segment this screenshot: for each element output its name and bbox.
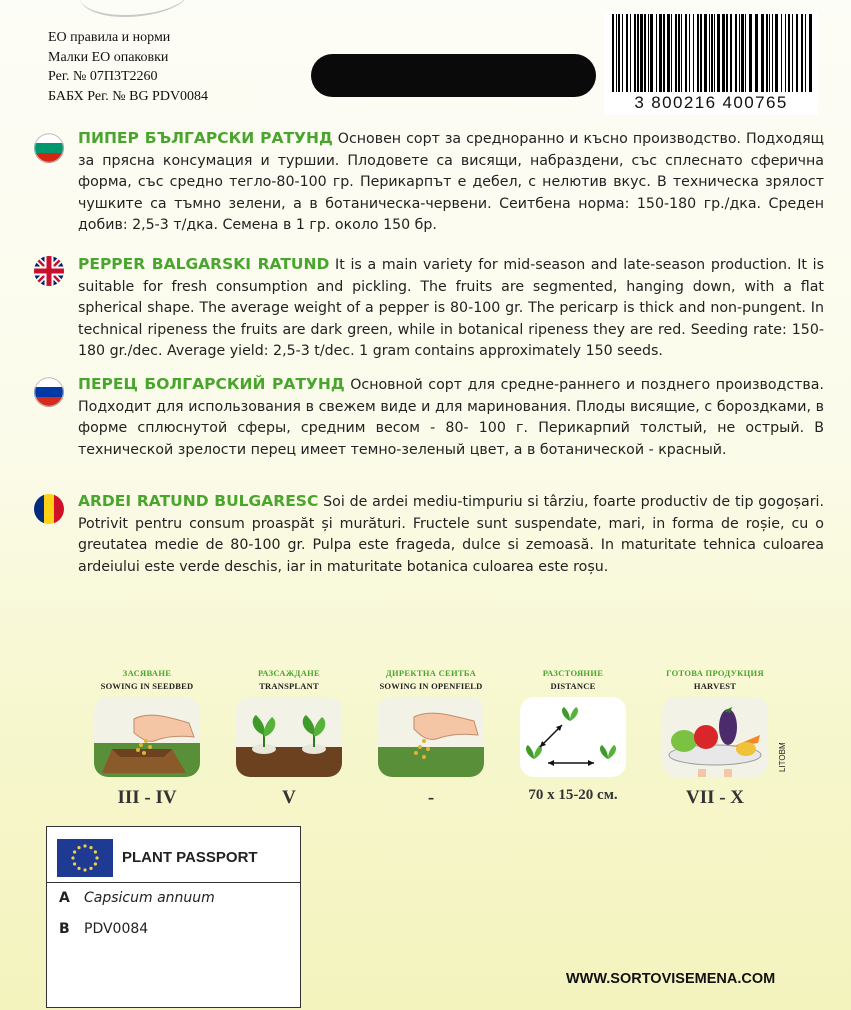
distance-icon	[520, 697, 626, 777]
barcode-bar	[792, 14, 793, 92]
step-period: III - IV	[117, 787, 177, 808]
barcode-bar	[711, 14, 713, 92]
description-body: Основной сорт для средне-раннего и позднего производства. Подходит для использования в свежем виде и для маринования. Плоды висящие, с бороздками, в форме сплюснутой сферы, средним весом - 80- 100 г. Перикарпий толстый, не острый. В технической зрелости перец имеет темно-зеленый цвет, а в ботанической - красный.	[78, 377, 824, 458]
description-ru	[34, 374, 824, 461]
registration-line: БАБХ Рег. № BG PDV0084	[48, 88, 209, 104]
description-ro	[34, 491, 824, 578]
barcode-bar	[801, 14, 803, 92]
barcode-bar	[749, 14, 752, 92]
barcode-bar	[644, 14, 646, 92]
barcode-bar	[678, 14, 680, 92]
registration-line: ЕО правила и норми	[48, 30, 171, 45]
description-bg	[34, 128, 824, 237]
passport-row-a	[59, 890, 215, 906]
barcode-bar	[630, 14, 631, 92]
barcode-bar	[685, 14, 687, 92]
barcode-bar	[809, 14, 812, 92]
barcode-bar	[781, 14, 782, 92]
description-title: ARDEI RATUND BULGARESC	[78, 492, 319, 510]
sowing-seedbed-icon	[94, 697, 200, 777]
barcode-bar	[681, 14, 682, 92]
barcode-bar	[675, 14, 677, 92]
barcode-bars	[604, 12, 818, 94]
barcode-bar	[689, 14, 690, 92]
step-label-bg: ДИРЕКТНА СЕИТБА	[385, 668, 477, 678]
barcode-bar	[704, 14, 707, 92]
barcode-bar	[659, 14, 662, 92]
passport-divider	[47, 882, 300, 883]
barcode-bar	[805, 14, 806, 92]
step-label-bg: ЗАСЯВАНЕ	[122, 668, 172, 678]
barcode-bar	[796, 14, 798, 92]
barcode-bar	[788, 14, 790, 92]
registration-line: Рег. № 07П3Т2260	[48, 69, 158, 84]
step-label-bg: РАЗСТОЯНИЕ	[542, 668, 604, 678]
sowing-openfield-icon	[378, 697, 484, 777]
step-label-en: TRANSPLANT	[259, 681, 319, 691]
barcode-bar	[700, 14, 702, 92]
barcode-bar	[612, 14, 614, 92]
step-label-en: SOWING IN SEEDBED	[100, 681, 194, 691]
registration-code: PDV0084	[84, 921, 149, 937]
barcode-bar	[618, 14, 620, 92]
step-label-bg: ГОТОВА ПРОДУКЦИЯ	[666, 668, 764, 678]
cultivation-step	[82, 668, 212, 809]
description-title: ПЕРЕЦ БОЛГАРСКИЙ РАТУНД	[78, 375, 345, 393]
barcode-bar	[766, 14, 768, 92]
barcode-bar	[769, 14, 770, 92]
step-label-en: DISTANCE	[550, 681, 596, 691]
cultivation-step	[650, 668, 780, 809]
barcode-bar	[722, 14, 725, 92]
barcode-bar	[726, 14, 728, 92]
barcode-bar	[775, 14, 778, 92]
barcode-bar	[693, 14, 694, 92]
barcode-bar	[622, 14, 623, 92]
barcode-bar	[714, 14, 715, 92]
bulgaria-flag-icon	[34, 133, 64, 163]
passport-row-b	[59, 921, 148, 937]
barcode-bar	[626, 14, 628, 92]
decorative-swoosh	[80, 0, 190, 17]
barcode-bar	[772, 14, 773, 92]
barcode-bar	[648, 14, 649, 92]
barcode-bar	[761, 14, 764, 92]
description-body: Soi de ardei mediu-timpuriu si târziu, foarte productiv de tip gogoșari. Potrivit pentru consum proaspăt și murături. Fructele sunt suspendate, mari, in forma de roșie, cu o greutatea medie de 80-100 gr. Pulpa este frageda, dulce si zemoasă. In maturitate tehnica culoarea ardeiului este verde deschis, iar in maturitate botanica culoarea este roșu.	[78, 494, 825, 575]
description-title: PEPPER BALGARSKI RATUND	[78, 255, 330, 273]
registration-info	[48, 28, 208, 106]
description-body: Основен сорт за средноранно и късно производство. Подходящ за прясна консумация и туршии. Плодовете са висящи, набраздени, със сплеснато сферична форма, със средно тегло-80-100 гр. Перикарпът е дебел, с нелютив вкус. В техническа зрялост чушките са тъмно зелени, а в ботаническа-червени. Сеитбена норма: 150-180 гр./дка. Среден добив: 2,5-3 т/дка. Семена в 1 гр. около 150 бр.	[78, 131, 824, 233]
eu-flag-icon	[57, 839, 113, 882]
barcode-bar	[671, 14, 672, 92]
passport-key: B	[59, 921, 70, 937]
barcode-bar	[697, 14, 699, 92]
passport-title: PLANT PASSPORT	[122, 849, 258, 866]
cultivation-step	[366, 668, 496, 809]
cultivation-step	[508, 668, 638, 804]
description-body: It is a main variety for mid-season and late-season production. It is suitable for fresh consumption and pickling. The fruits are segmented, hanging down, with a flat spherical shape. The average weight of a pepper is 80-100 gr. The pericarp is thick and non-pungent. In technical ripeness the fruits are dark green, while in botanical ripeness they are red. Seeding rate: 150-180 gr./dec. Average yield: 2,5-3 t/dec. 1 gram contains approximately 150 seeds.	[78, 257, 824, 359]
passport-key: A	[59, 890, 70, 906]
barcode-number: 3 800216 400765	[634, 93, 788, 112]
description-en	[34, 254, 824, 363]
uk-flag-icon	[34, 256, 64, 286]
barcode-bar	[739, 14, 740, 92]
step-period: -	[427, 787, 435, 808]
barcode-bar	[717, 14, 720, 92]
barcode-bar	[745, 14, 746, 92]
barcode-bar	[656, 14, 657, 92]
barcode-bar	[637, 14, 639, 92]
barcode-bar	[634, 14, 636, 92]
registration-line: Малки ЕО опаковки	[48, 49, 169, 65]
barcode-bar	[650, 14, 653, 92]
russia-flag-icon	[34, 377, 64, 407]
barcode-bar	[755, 14, 758, 92]
barcode-bar	[640, 14, 643, 92]
barcode-bar	[730, 14, 732, 92]
printer-mark: LITOBM	[778, 742, 787, 772]
barcode-bar	[667, 14, 670, 92]
description-title: ПИПЕР БЪЛГАРСКИ РАТУНД	[78, 129, 333, 147]
cultivation-calendar	[82, 668, 782, 818]
romania-flag-icon	[34, 494, 64, 524]
barcode-bar	[735, 14, 737, 92]
transplant-icon	[236, 697, 342, 777]
hanger-slot	[311, 54, 596, 97]
website-link[interactable]: WWW.SORTOVISEMENA.COM	[566, 971, 776, 987]
barcode	[604, 12, 818, 115]
step-label-en: HARVEST	[693, 681, 737, 691]
step-period: 70 x 15-20 см.	[528, 787, 618, 803]
step-label-en: SOWING IN OPENFIELD	[379, 681, 483, 691]
cultivation-step	[224, 668, 354, 809]
botanical-name: Capsicum annuum	[84, 890, 215, 906]
harvest-icon	[662, 697, 768, 777]
barcode-bar	[709, 14, 710, 92]
barcode-bar	[616, 14, 617, 92]
barcode-bar	[741, 14, 744, 92]
step-label-bg: РАЗСАЖДАНЕ	[257, 668, 321, 678]
plant-passport	[46, 826, 301, 1008]
step-period: VII - X	[685, 787, 745, 808]
barcode-bar	[785, 14, 786, 92]
barcode-bar	[663, 14, 665, 92]
step-period: V	[282, 787, 296, 808]
